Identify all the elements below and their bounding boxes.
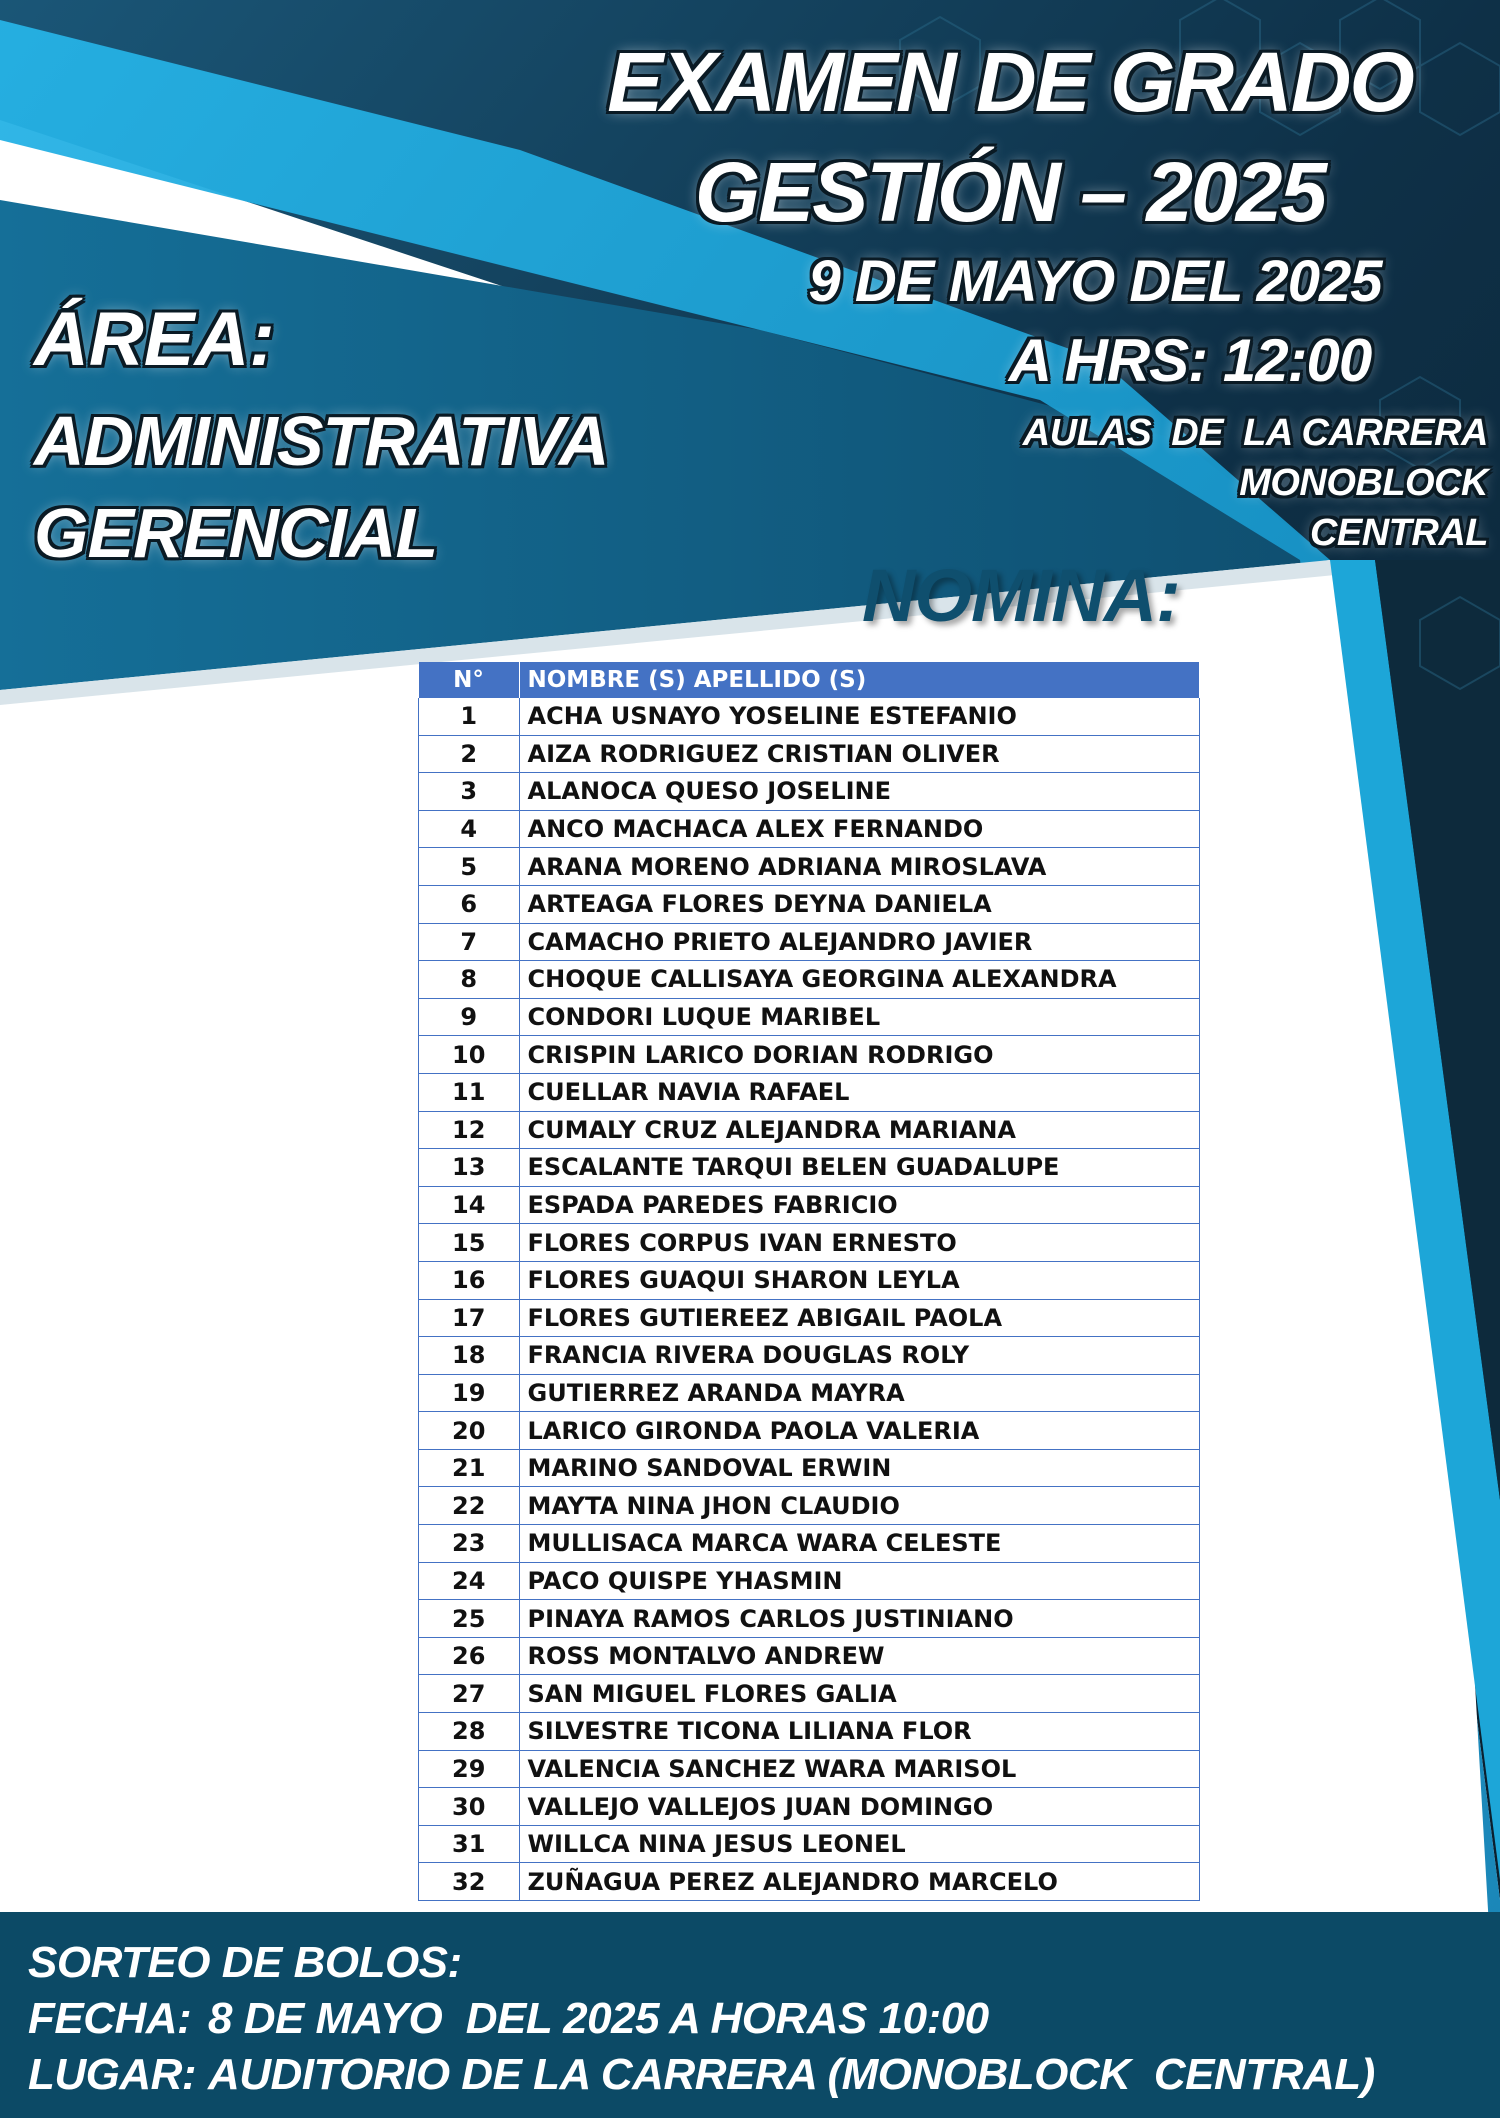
table-row bbox=[419, 1863, 1200, 1901]
row-number: 31 bbox=[419, 1825, 520, 1863]
row-name: CRISPIN LARICO DORIAN RODRIGO bbox=[519, 1036, 1200, 1074]
row-number: 5 bbox=[419, 848, 520, 886]
table-row bbox=[419, 1562, 1200, 1600]
table-row bbox=[419, 1337, 1200, 1375]
table-row bbox=[419, 698, 1200, 735]
row-name: MAYTA NINA JHON CLAUDIO bbox=[519, 1487, 1200, 1525]
row-number: 11 bbox=[419, 1073, 520, 1111]
place-line-3: CENTRAL bbox=[1309, 512, 1488, 554]
nomina-table bbox=[418, 662, 1200, 1901]
exam-time: A HRS: 12:00 bbox=[1008, 327, 1372, 394]
footer-place-line bbox=[28, 2050, 1375, 2100]
table-row bbox=[419, 961, 1200, 999]
table-row bbox=[419, 923, 1200, 961]
row-name: LARICO GIRONDA PAOLA VALERIA bbox=[519, 1412, 1200, 1450]
row-number: 32 bbox=[419, 1863, 520, 1901]
table-row bbox=[419, 1675, 1200, 1713]
table-row bbox=[419, 1449, 1200, 1487]
table-row bbox=[419, 1750, 1200, 1788]
row-number: 1 bbox=[419, 698, 520, 735]
row-number: 14 bbox=[419, 1186, 520, 1224]
row-name: CUMALY CRUZ ALEJANDRA MARIANA bbox=[519, 1111, 1200, 1149]
row-number: 23 bbox=[419, 1525, 520, 1563]
row-name: FLORES CORPUS IVAN ERNESTO bbox=[519, 1224, 1200, 1262]
row-number: 29 bbox=[419, 1750, 520, 1788]
row-number: 9 bbox=[419, 998, 520, 1036]
table-row bbox=[419, 1487, 1200, 1525]
row-number: 19 bbox=[419, 1374, 520, 1412]
row-name: ZUÑAGUA PEREZ ALEJANDRO MARCELO bbox=[519, 1863, 1200, 1901]
table-row bbox=[419, 1149, 1200, 1187]
row-name: ACHA USNAYO YOSELINE ESTEFANIO bbox=[519, 698, 1200, 735]
row-name: AIZA RODRIGUEZ CRISTIAN OLIVER bbox=[519, 735, 1200, 773]
area-name-line-2: GERENCIAL bbox=[34, 494, 438, 572]
row-name: CHOQUE CALLISAYA GEORGINA ALEXANDRA bbox=[519, 961, 1200, 999]
row-name: MULLISACA MARCA WARA CELESTE bbox=[519, 1525, 1200, 1563]
table-row bbox=[419, 1073, 1200, 1111]
footer-draw-title: SORTEO DE BOLOS: bbox=[28, 1938, 462, 1987]
nomina-heading: NOMINA: bbox=[862, 554, 1180, 637]
area-label: ÁREA: bbox=[34, 297, 275, 382]
row-name: CAMACHO PRIETO ALEJANDRO JAVIER bbox=[519, 923, 1200, 961]
place-line-1: AULAS DE LA CARRERA bbox=[1022, 412, 1488, 454]
row-name: CONDORI LUQUE MARIBEL bbox=[519, 998, 1200, 1036]
table-row bbox=[419, 1637, 1200, 1675]
table-row bbox=[419, 810, 1200, 848]
row-number: 18 bbox=[419, 1337, 520, 1375]
place-line-2: MONOBLOCK bbox=[1239, 462, 1488, 504]
row-name: SAN MIGUEL FLORES GALIA bbox=[519, 1675, 1200, 1713]
row-name: GUTIERREZ ARANDA MAYRA bbox=[519, 1374, 1200, 1412]
footer-date-value: 8 DE MAYO DEL 2025 A HORAS 10:00 bbox=[208, 1994, 989, 2043]
row-number: 10 bbox=[419, 1036, 520, 1074]
table-body bbox=[419, 698, 1200, 1901]
row-name: PACO QUISPE YHASMIN bbox=[519, 1562, 1200, 1600]
table-row bbox=[419, 1713, 1200, 1751]
row-name: FRANCIA RIVERA DOUGLAS ROLY bbox=[519, 1337, 1200, 1375]
exam-place bbox=[928, 408, 1488, 558]
row-name: VALLEJO VALLEJOS JUAN DOMINGO bbox=[519, 1788, 1200, 1826]
row-number: 6 bbox=[419, 885, 520, 923]
table-row bbox=[419, 998, 1200, 1036]
row-number: 13 bbox=[419, 1149, 520, 1187]
footer-place-value: AUDITORIO DE LA CARRERA (MONOBLOCK CENTRAL) bbox=[208, 2050, 1375, 2099]
row-number: 27 bbox=[419, 1675, 520, 1713]
row-name: MARINO SANDOVAL ERWIN bbox=[519, 1449, 1200, 1487]
table-row bbox=[419, 1600, 1200, 1638]
row-name: ESCALANTE TARQUI BELEN GUADALUPE bbox=[519, 1149, 1200, 1187]
row-number: 26 bbox=[419, 1637, 520, 1675]
row-name: ALANOCA QUESO JOSELINE bbox=[519, 773, 1200, 811]
row-name: VALENCIA SANCHEZ WARA MARISOL bbox=[519, 1750, 1200, 1788]
table-header-row bbox=[419, 662, 1200, 698]
row-number: 8 bbox=[419, 961, 520, 999]
row-number: 22 bbox=[419, 1487, 520, 1525]
table-row bbox=[419, 1412, 1200, 1450]
row-name: ESPADA PAREDES FABRICIO bbox=[519, 1186, 1200, 1224]
title-line-1: EXAMEN DE GRADO bbox=[607, 35, 1413, 129]
row-name: PINAYA RAMOS CARLOS JUSTINIANO bbox=[519, 1600, 1200, 1638]
column-header-name: NOMBRE (S) APELLIDO (S) bbox=[519, 662, 1200, 698]
footer-date-label: FECHA: bbox=[28, 1994, 192, 2043]
row-number: 24 bbox=[419, 1562, 520, 1600]
footer-panel bbox=[0, 1912, 1500, 2118]
footer-date-line bbox=[28, 1994, 989, 2044]
area-name bbox=[34, 395, 608, 579]
row-number: 20 bbox=[419, 1412, 520, 1450]
table-row bbox=[419, 1788, 1200, 1826]
table-row bbox=[419, 1036, 1200, 1074]
table-row bbox=[419, 1186, 1200, 1224]
area-name-line-1: ADMINISTRATIVA bbox=[34, 402, 609, 480]
table-row bbox=[419, 1825, 1200, 1863]
row-number: 28 bbox=[419, 1713, 520, 1751]
table-row bbox=[419, 735, 1200, 773]
row-number: 21 bbox=[419, 1449, 520, 1487]
table-row bbox=[419, 1224, 1200, 1262]
table-row bbox=[419, 1299, 1200, 1337]
row-number: 12 bbox=[419, 1111, 520, 1149]
row-name: ARANA MORENO ADRIANA MIROSLAVA bbox=[519, 848, 1200, 886]
table-row bbox=[419, 1374, 1200, 1412]
row-name: FLORES GUAQUI SHARON LEYLA bbox=[519, 1261, 1200, 1299]
table-row bbox=[419, 1261, 1200, 1299]
row-name: FLORES GUTIEREEZ ABIGAIL PAOLA bbox=[519, 1299, 1200, 1337]
table-row bbox=[419, 885, 1200, 923]
row-name: WILLCA NINA JESUS LEONEL bbox=[519, 1825, 1200, 1863]
row-name: ANCO MACHACA ALEX FERNANDO bbox=[519, 810, 1200, 848]
row-name: CUELLAR NAVIA RAFAEL bbox=[519, 1073, 1200, 1111]
row-number: 4 bbox=[419, 810, 520, 848]
row-name: ROSS MONTALVO ANDREW bbox=[519, 1637, 1200, 1675]
footer-place-label: LUGAR: bbox=[28, 2050, 197, 2099]
title-line-2: GESTIÓN – 2025 bbox=[694, 145, 1326, 239]
row-number: 3 bbox=[419, 773, 520, 811]
row-number: 7 bbox=[419, 923, 520, 961]
row-number: 17 bbox=[419, 1299, 520, 1337]
table-row bbox=[419, 1525, 1200, 1563]
row-name: ARTEAGA FLORES DEYNA DANIELA bbox=[519, 885, 1200, 923]
row-number: 30 bbox=[419, 1788, 520, 1826]
table-row bbox=[419, 1111, 1200, 1149]
table-row bbox=[419, 773, 1200, 811]
table-row bbox=[419, 848, 1200, 886]
exam-date: 9 DE MAYO DEL 2025 bbox=[808, 249, 1382, 314]
row-number: 15 bbox=[419, 1224, 520, 1262]
row-number: 16 bbox=[419, 1261, 520, 1299]
row-number: 25 bbox=[419, 1600, 520, 1638]
row-name: SILVESTRE TICONA LILIANA FLOR bbox=[519, 1713, 1200, 1751]
column-header-number: N° bbox=[419, 662, 520, 698]
row-number: 2 bbox=[419, 735, 520, 773]
